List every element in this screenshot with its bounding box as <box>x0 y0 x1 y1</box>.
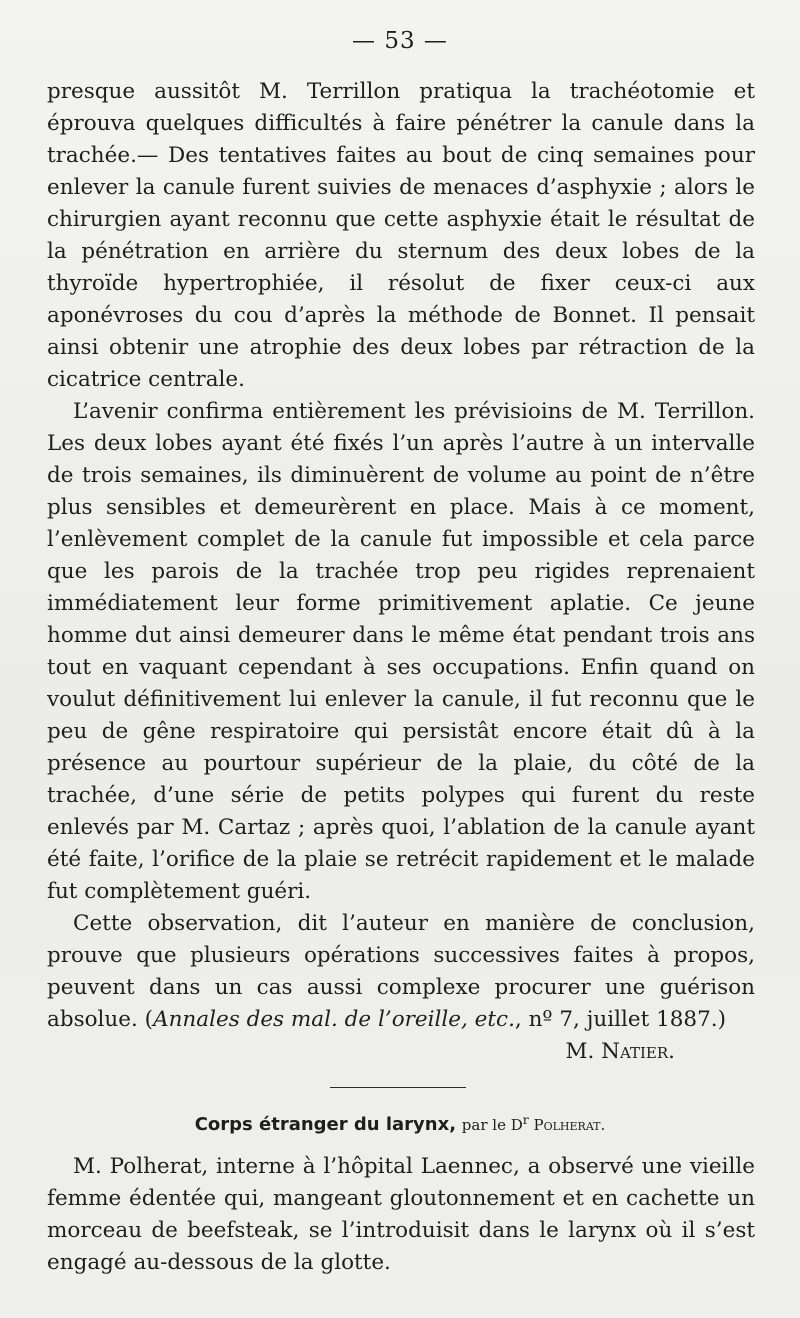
byline <box>461 1112 606 1134</box>
author-signature <box>47 1036 755 1068</box>
signature-initial: M. N <box>565 1039 620 1064</box>
paragraph-text: Cette observation, dit l’auteur en manière de conclusion, prouve que plusieurs opérations successives faites à propos, peuvent dans un cas aussi complexe procurer une guérison absolue. ( <box>47 911 755 1032</box>
paragraph: L’avenir confirma entièrement les prévisioins de M. Terrillon. Les deux lobes ayant été fixés l’un après l’autre à un intervalle de trois semaines, ils diminuèrent de volume au point de n’être plus sensibles et demeurèrent en place. Mais à ce moment, l’enlèvement complet de la canule fut impossible et cela parce que les parois de la trachée trop peu rigides reprenaient immédiatement leur forme primitivement aplatie. Ce jeune homme dut ainsi demeurer dans le même état pendant trois ans tout en vaquant cependant à ses occupations. Enfin quand on voulut définitivement lui enlever la canule, il fut reconnu que le peu de gêne respiratoire qui persistât encore était dû à la présence au pourtour supérieur de la plaie, du côté de la trachée, d’une série de petits polypes qui furent du reste enlevés par M. Cartaz ; après quoi, l’ablation de la canule ayant été faite, l’orifice de la plaie se retrécit rapidement et le malade fut complètement guéri. <box>47 399 755 904</box>
page-number: — 53 — <box>352 28 448 54</box>
paragraph: presque aussitôt M. Terrillon pratiqua la trachéotomie et éprouva quelques difficultés à faire pénétrer la canule dans la trachée.— Des tentatives faites au bout de cinq semaines pour enlever la canule furent suivies de menaces d’asphyxie ; alors le chirurgien ayant reconnu que cette asphyxie était le résultat de la pénétration en arrière du sternum des deux lobes de la thyroïde hypertrophiée, il résolut de fixer ceux-ci aux aponévroses du cou d’après la méthode de Bonnet. Il pensait ainsi obtenir une atrophie des deux lobes par rétraction de la cicatrice centrale. <box>47 79 755 392</box>
section-title: Corps étranger du larynx, <box>194 1114 457 1135</box>
byline-prefix: par le D <box>461 1116 523 1134</box>
section-divider <box>330 1087 466 1088</box>
section-heading <box>0 1106 800 1139</box>
paragraph: M. Polherat, interne à l’hôpital Laennec, a observé une vieille femme édentée qui, mangeant gloutonnement et en cachette un morceau de beefsteak, se l’introduisit dans le larynx où il s’est engagé au-dessous de la glotte. <box>47 1154 755 1275</box>
article-body-2 <box>47 1151 755 1279</box>
byline-superscript: r <box>522 1112 529 1127</box>
article-body <box>47 76 755 1068</box>
citation-issue: , nº 7, juillet 1887.) <box>514 1007 727 1032</box>
journal-citation: Annales des mal. de l’oreille, etc. <box>153 1007 515 1032</box>
paragraph <box>47 908 755 1036</box>
byline-author: Polherat. <box>533 1116 606 1134</box>
signature-surname: atier. <box>619 1039 675 1064</box>
